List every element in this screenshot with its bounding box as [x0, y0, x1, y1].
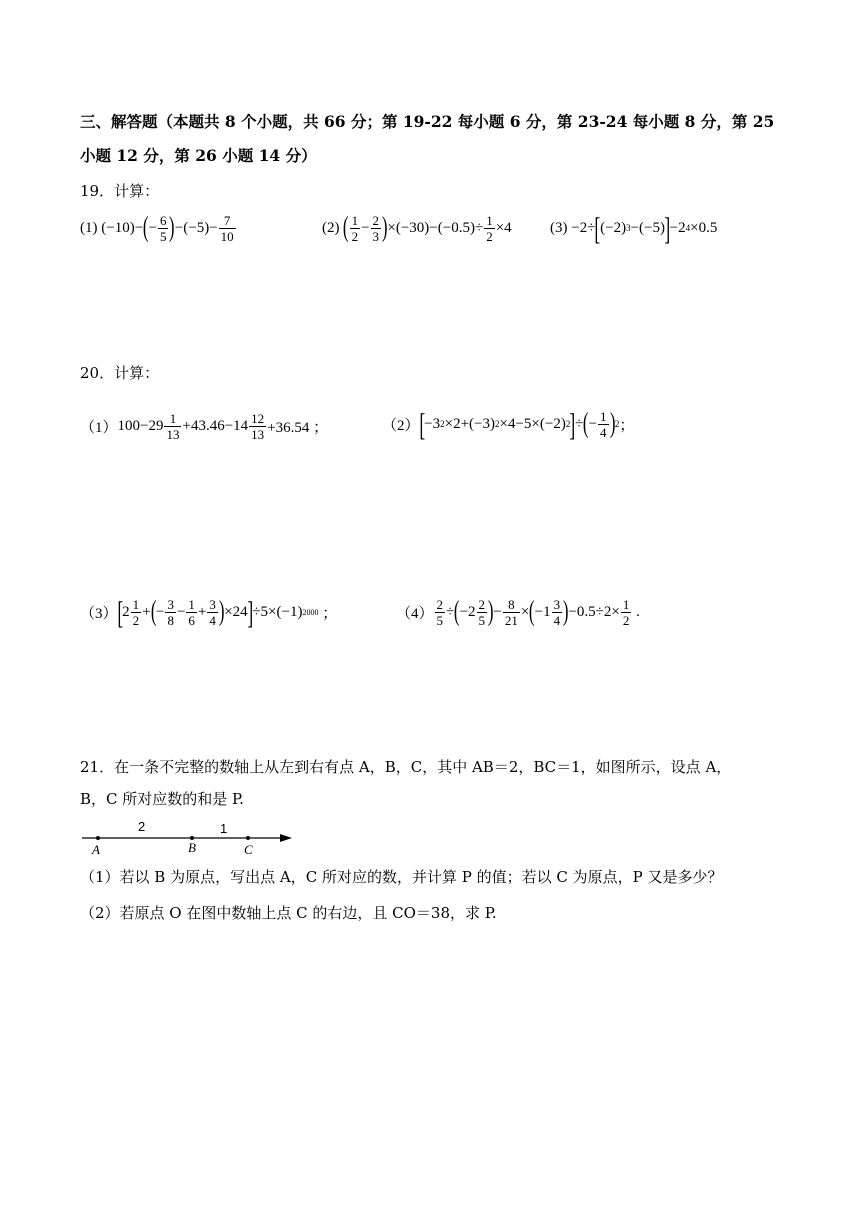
label-point-c: C	[244, 842, 253, 856]
point-a-dot	[96, 836, 100, 840]
q20-problem-1: （1） 100−29 $\frac{1}{13}$ +43.46−14 $\frac{12}{13}$ +36.54 ；	[80, 410, 329, 442]
q20-p3-label: （3）	[80, 605, 118, 622]
label-ab-length: 2	[138, 819, 146, 834]
q21-subquestion-2: （2）若原点 O 在图中数轴上点 C 的右边，且 CO＝38，求 P.	[80, 904, 497, 922]
point-c-dot	[246, 836, 250, 840]
number-line-diagram	[80, 816, 300, 856]
section-heading-line1: 三、解答题（本题共 8 个小题，共 66 分；第 19-22 每小题 6 分，第 23-24 每小题 8 分，第 25	[80, 112, 775, 131]
q19-p3-label: (3)	[550, 219, 568, 236]
q20-p1-label: （1）	[80, 419, 118, 436]
q20-problem-4: （4） $\frac{2}{5}$ ÷ ( −2 $\frac{2}{5}$ ) − $\frac{8}{21}$ × ( −1 $\frac{3}{4}$ ) −0.5÷2× $\frac{1}{2}$ .	[396, 596, 640, 628]
section-heading-line2: 小题 12 分，第 26 小题 14 分）	[80, 146, 317, 165]
number-line-arrow	[280, 834, 292, 842]
q19-p1-label: (1)	[80, 219, 98, 236]
q21-line2: B，C 所对应数的和是 P.	[80, 790, 244, 808]
q19-problem-3: (3) −2÷ [ (−2) 3 −(−5) ] −2 4 ×0.5	[550, 210, 718, 246]
label-point-b: B	[188, 840, 196, 855]
label-bc-length: 1	[220, 821, 228, 836]
q20-problem-3: （3） [ 2 $\frac{1}{2}$ + ( − $\frac{3}{8}$ − $\frac{1}{6}$ + $\frac{3}{4}$ ) ×24 ] ÷5×(−1) 2000 ；	[80, 594, 338, 630]
q19-problem-2: (2) ( $\frac{1}{2}$ − $\frac{2}{3}$ ) ×(−30)−(−0.5)÷ $\frac{1}{2}$ ×4	[322, 212, 512, 244]
q19-problem-1: (1) (−10)− ( − $\frac{6}{5}$ ) −(−5)− $\frac{7}{10}$	[80, 212, 234, 244]
q20-title: 20．计算：	[80, 364, 160, 382]
q20-problem-2: （2） [ −3 2 ×2+(−3) 2 ×4−5×(−2) 2 ] ÷ ( − $\frac{1}{4}$ ) 2 ；	[382, 406, 635, 442]
label-point-a: A	[92, 842, 100, 856]
q19-p2-label: (2)	[322, 219, 340, 236]
q19-title: 19．计算：	[80, 182, 160, 200]
q21-line1: 21．在一条不完整的数轴上从左到右有点 A，B，C，其中 AB＝2，BC＝1，如图所示，设点 A，	[80, 758, 732, 776]
q21-subquestion-1: （1）若以 B 为原点，写出点 A，C 所对应的数，并计算 P 的值；若以 C 为原点，P 又是多少？	[80, 868, 723, 886]
q20-p4-label: （4）	[396, 605, 434, 622]
q20-p2-label: （2）	[382, 417, 420, 434]
